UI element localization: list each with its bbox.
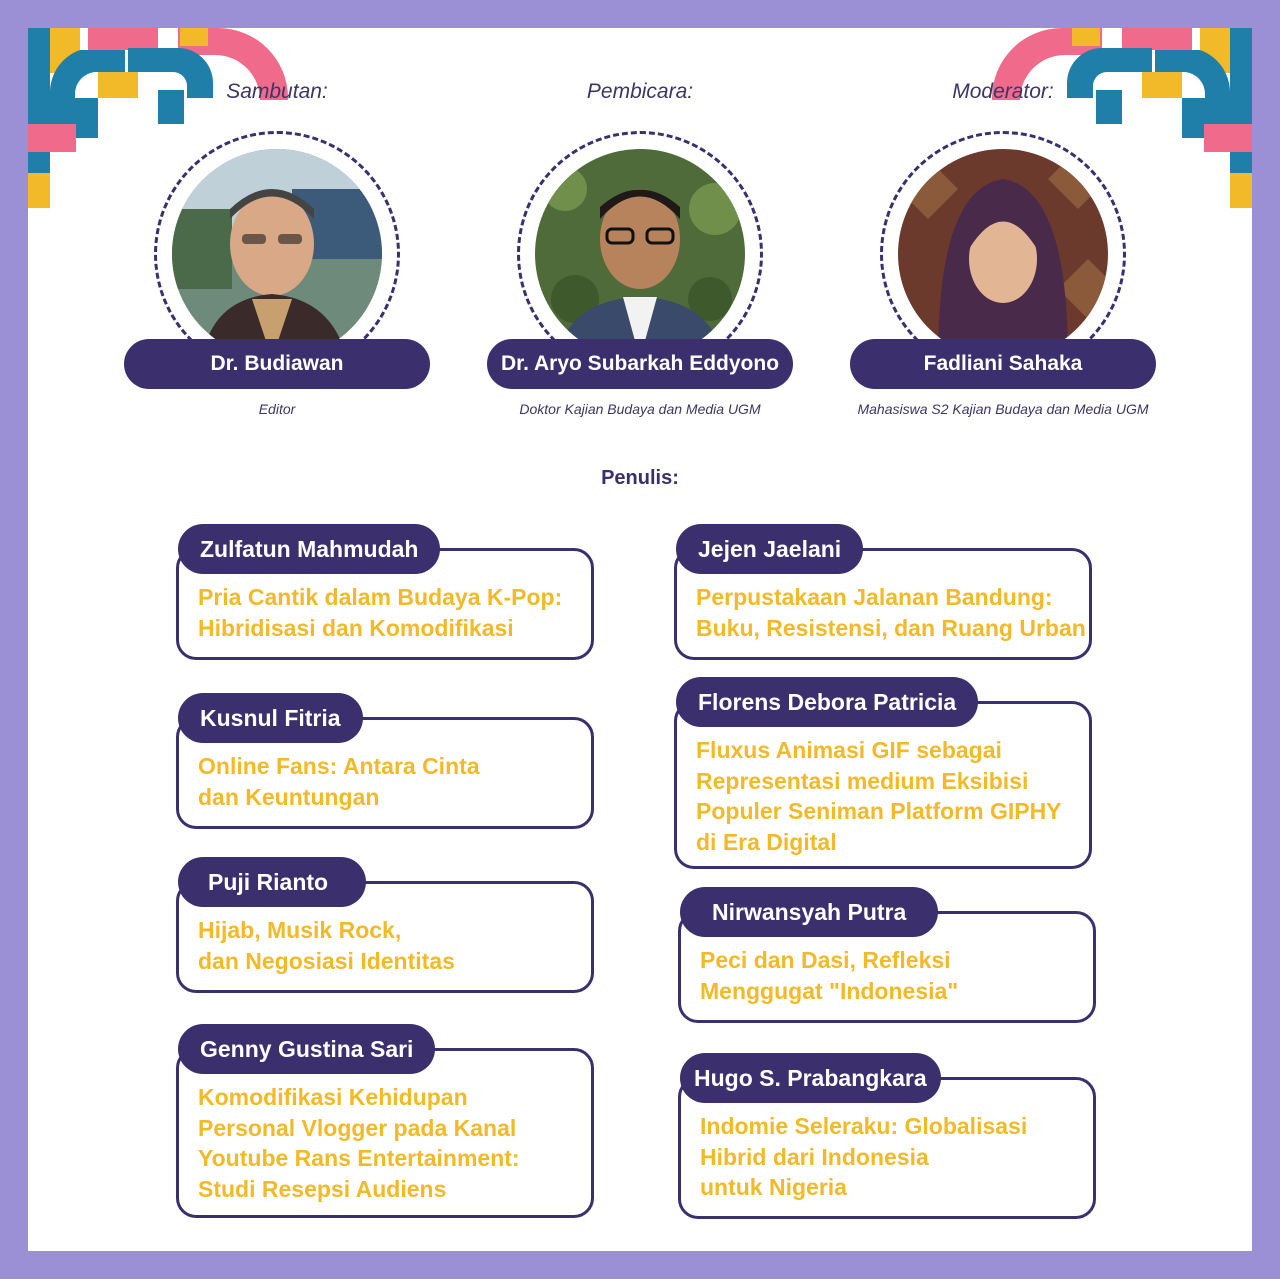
writer-name: Florens Debora Patricia [676,677,978,727]
writer-name: Kusnul Fitria [178,693,363,743]
welcome-affiliation: Editor [258,401,296,417]
role-label-welcome: Sambutan: [226,80,328,103]
writer-name: Genny Gustina Sari [178,1024,435,1074]
writer-title: Pria Cantik dalam Budaya K-Pop: Hibridisasi dan Komodifikasi [198,584,563,641]
role-label-speaker: Pembicara: [586,80,694,103]
writers-heading: Penulis: [601,467,679,489]
speaker-name: Dr. Aryo Subarkah Eddyono [500,352,780,375]
name-pill-speaker [487,339,793,389]
writer-title: Indomie Seleraku: Globalisasi Hibrid dari Indonesia untuk Nigeria [700,1113,1028,1200]
writer-name: Jejen Jaelani [676,524,863,574]
writer-title: Hijab, Musik Rock, dan Negosiasi Identitas [198,917,455,974]
writer-title: Perpustakaan Jalanan Bandung: Buku, Resistensi, dan Ruang Urban [696,584,1086,641]
welcome-name: Dr. Budiawan [210,352,344,375]
portrait-aryo [535,149,745,359]
writer-name: Nirwansyah Putra [680,887,938,937]
writer-title: Komodifikasi Kehidupan Personal Vlogger pada Kanal Youtube Rans Entertainment: Studi Resepsi Audiens [198,1084,520,1202]
writer-name: Zulfatun Mahmudah [178,524,440,574]
moderator-affiliation: Mahasiswa S2 Kajian Budaya dan Media UGM [857,401,1149,417]
moderator-name: Fadliani Sahaka [923,352,1083,375]
name-pill-moderator [850,339,1156,389]
writer-name: Puji Rianto [178,857,366,907]
role-label-moderator: Moderator: [952,80,1054,103]
writer-title: Fluxus Animasi GIF sebagai Representasi medium Eksibisi Populer Seniman Platform GIPHY di Era Digital [696,737,1062,855]
portrait-fadliani [898,149,1108,359]
name-pill-welcome [124,339,430,389]
writer-title: Peci dan Dasi, Refleksi Menggugat "Indonesia" [700,947,959,1004]
portrait-budiawan [172,149,382,359]
writer-title: Online Fans: Antara Cinta dan Keuntungan [198,753,480,810]
speaker-affiliation: Doktor Kajian Budaya dan Media UGM [519,401,761,417]
writer-name: Hugo S. Prabangkara [680,1053,941,1103]
